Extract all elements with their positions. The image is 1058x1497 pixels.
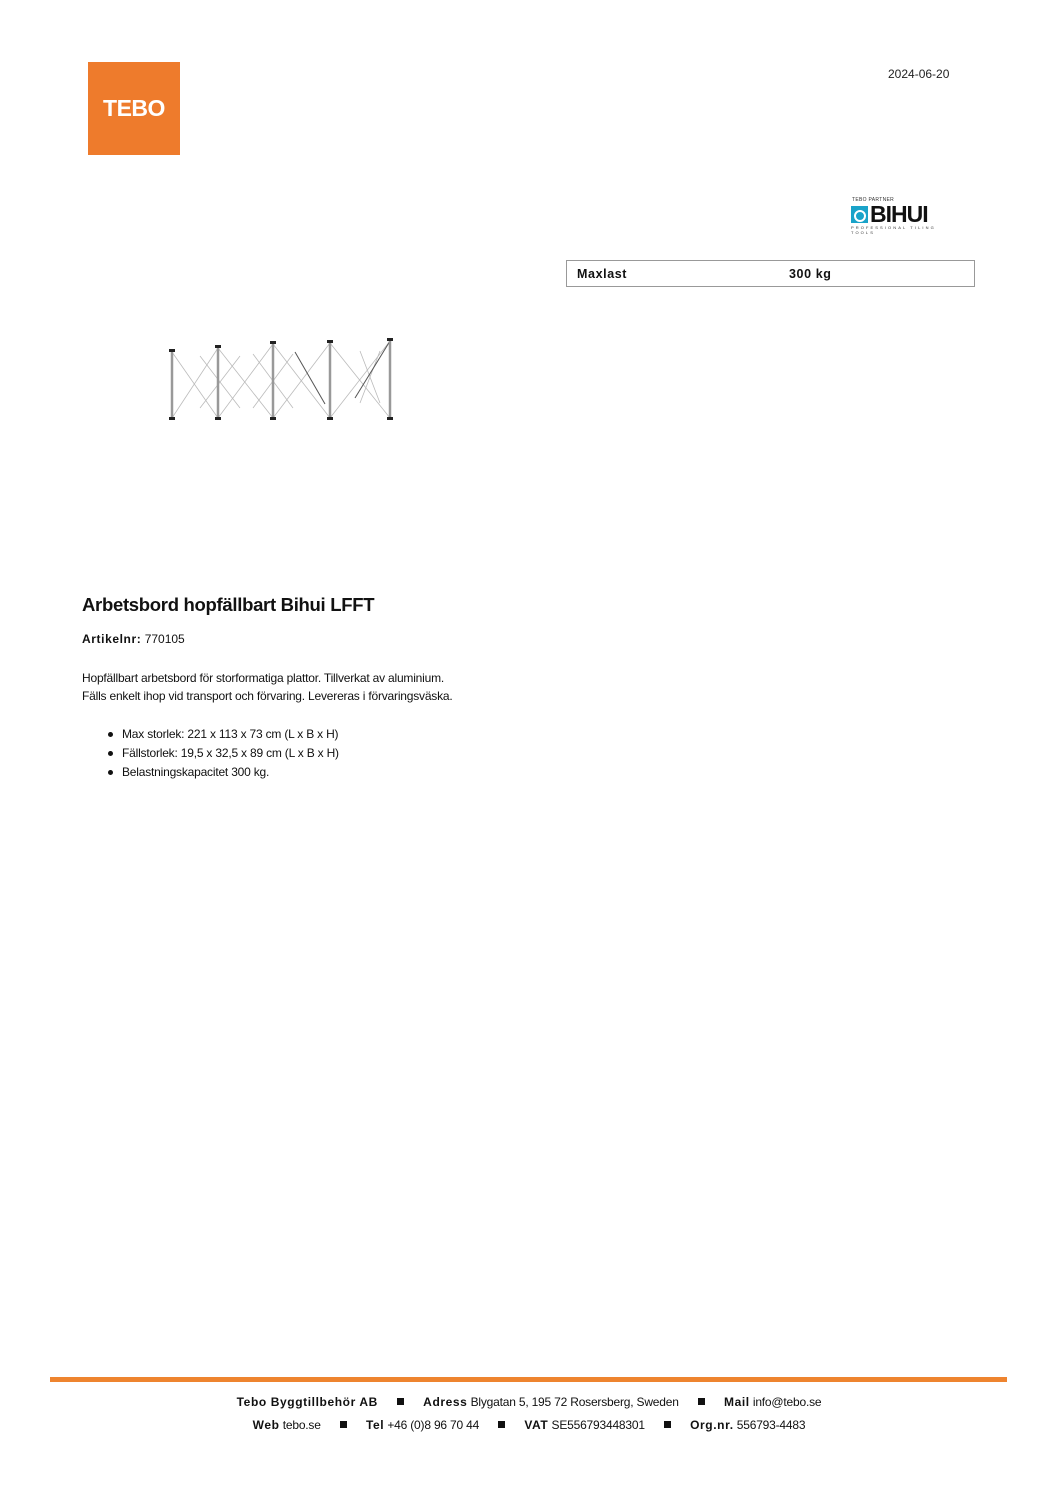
tebo-logo bbox=[88, 62, 180, 155]
partner-subtitle: PROFESSIONAL TILING TOOLS bbox=[851, 225, 936, 235]
product-image bbox=[165, 338, 413, 426]
separator-square-icon bbox=[397, 1398, 404, 1405]
document-date: 2024-06-20 bbox=[888, 67, 950, 81]
web-label: Web bbox=[252, 1418, 280, 1432]
address-value: Blygatan 5, 195 72 Rosersberg, Sweden bbox=[470, 1395, 679, 1409]
description-line: Hopfällbart arbetsbord för storformatiga plattor. Tillverkat av aluminium. bbox=[82, 671, 445, 685]
address-label: Adress bbox=[423, 1395, 468, 1409]
bihui-mark-icon bbox=[851, 206, 868, 223]
bihui-partner-logo bbox=[851, 197, 953, 235]
feature-item: Belastningskapacitet 300 kg. bbox=[82, 763, 339, 782]
company-name: Tebo Byggtillbehör AB bbox=[236, 1395, 378, 1409]
product-title: Arbetsbord hopfällbart Bihui LFFT bbox=[82, 594, 375, 615]
footer-divider bbox=[50, 1377, 1007, 1382]
feature-item: Max storlek: 221 x 113 x 73 cm (L x B x H) bbox=[82, 725, 339, 744]
org-value: 556793-4483 bbox=[736, 1418, 806, 1432]
mail-label: Mail bbox=[723, 1395, 750, 1409]
partner-name: BIHUI bbox=[870, 201, 928, 227]
product-description bbox=[82, 669, 562, 705]
tel-value: +46 (0)8 96 70 44 bbox=[387, 1418, 480, 1432]
article-value: 770105 bbox=[144, 632, 185, 646]
partner-tag: TEBO PARTNER bbox=[852, 197, 895, 203]
separator-square-icon bbox=[698, 1398, 705, 1405]
feature-item: Fällstorlek: 19,5 x 32,5 x 89 cm (L x B x H) bbox=[82, 744, 339, 763]
tebo-logo-text: TEBO bbox=[103, 95, 165, 121]
article-number bbox=[82, 632, 185, 646]
footer-line-1 bbox=[0, 1395, 1058, 1409]
separator-square-icon bbox=[664, 1421, 671, 1428]
vat-label: VAT bbox=[524, 1418, 549, 1432]
vat-value: SE556793448301 bbox=[551, 1418, 645, 1432]
mail-link[interactable]: info@tebo.se bbox=[752, 1395, 822, 1409]
tel-label: Tel bbox=[365, 1418, 385, 1432]
article-label: Artikelnr: bbox=[82, 632, 142, 646]
separator-square-icon bbox=[498, 1421, 505, 1428]
separator-square-icon bbox=[340, 1421, 347, 1428]
spec-label: Maxlast bbox=[577, 266, 628, 281]
web-link[interactable]: tebo.se bbox=[282, 1418, 321, 1432]
org-label: Org.nr. bbox=[690, 1418, 734, 1432]
feature-list bbox=[82, 725, 339, 782]
description-line: Fälls enkelt ihop vid transport och förvaring. Levereras i förvaringsväska. bbox=[82, 689, 453, 703]
spec-row-maxlast bbox=[566, 260, 975, 287]
spec-value: 300 kg bbox=[789, 266, 832, 281]
footer-line-2 bbox=[0, 1418, 1058, 1432]
